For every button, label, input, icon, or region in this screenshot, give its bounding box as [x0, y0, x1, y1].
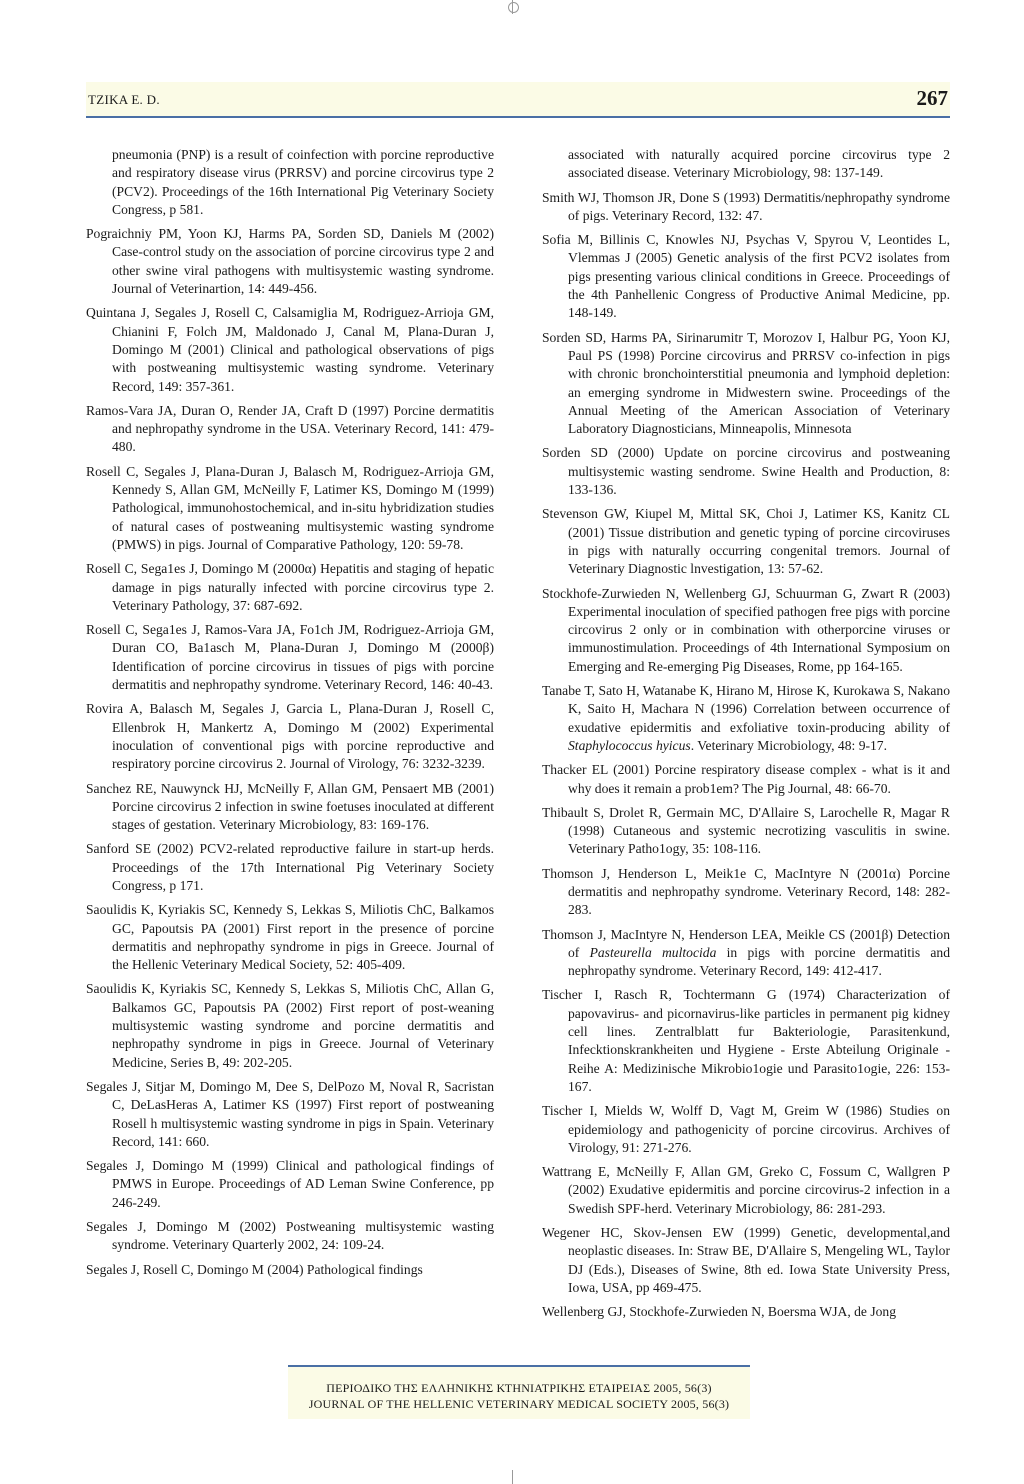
reference-entry: Tanabe T, Sato H, Watanabe K, Hirano M, Hirose K, Kurokawa S, Nakano K, Saito H, Machara N (1996) Correlation between occurrence of exudative epidermitis and exfoliative toxin-producing ability of Staphylococcus hyicus. Veterinary Microbiology, 48: 9-17. [542, 683, 950, 753]
reference-entry: Quintana J, Segales J, Rosell C, Calsamiglia M, Rodriguez-Arrioja GM, Chianini F, Folch JM, Maldonado J, Canal M, Plana-Duran J, Domingo M (2001) Clinical and pathological observations of pigs with postweaning multisystemic wasting syndrome. Veterinary Record, 149: 357-361. [86, 305, 494, 394]
reference-entry: Segales J, Domingo M (1999) Clinical and pathological findings of PMWS in Europe. Proceedings of AD Leman Swine Conference, pp 246-249. [86, 1158, 494, 1210]
reference-entry: pneumonia (PNP) is a result of coinfection with porcine reproductive and respiratory disease virus (PRRSV) and porcine circovirus type 2 (PCV2). Proceedings of the 16th International Pig Veterinary Society Congress, p 581. [112, 147, 494, 217]
reference-entry: Sorden SD (2000) Update on porcine circovirus and postweaning multisystemic wasting sendrome. Swine Health and Production, 8: 133-136. [542, 445, 950, 498]
registration-circle-icon [508, 2, 519, 13]
reference-entry: associated with naturally acquired porcine circovirus type 2 associated disease. Veterinary Microbiology, 98: 137-149. [568, 147, 950, 181]
reference-entry: Thibault S, Drolet R, Germain MC, D'Allaire S, Larochelle R, Magar R (1998) Cutaneous and systemic necrotizing vasculitis in swine. Veterinary Patho1ogy, 35: 108-116. [542, 804, 950, 857]
reference-entry: Thacker EL (2001) Porcine respiratory disease complex - what is it and why does it remain a prob1em? The Pig Journal, 48: 66-70. [542, 762, 950, 796]
journal-title-greek: ΠΕΡΙΟΔΙΚΟ ΤΗΣ ΕΛΛΗΝΙΚΗΣ ΚΤΗΝΙΑΤΡΙΚΗΣ ΕΤΑΙΡΕΙΑΣ 2005, 56(3) [326, 1381, 712, 1395]
reference-entry: Thomson J, Henderson L, Meik1e C, MacIntyre N (2001α) Porcine dermatitis and nephropathy syndrome. Veterinary Record, 148: 282-283. [542, 865, 950, 918]
reference-entry: Segales J, Domingo M (2002) Postweaning multisystemic wasting syndrome. Veterinary Quarterly 2002, 24: 109-24. [86, 1219, 494, 1253]
reference-entry: Wattrang E, McNeilly F, Allan GM, Greko C, Fossum C, Wallgren P (2002) Exudative epidermitis and porcine circovirus-2 infection in a Swedish SPF-herd. Veterinary Microbiology, 86: 281-293. [542, 1164, 950, 1216]
references-left-column [86, 146, 494, 1285]
reference-entry: Pograichniy PM, Yoon KJ, Harms PA, Sorden SD, Daniels M (2002) Case-control study on the association of porcine circovirus type 2 and other swine viral pathogens with multisystemic wasting syndrome. Journal of Veterinartion, 14: 449-456. [86, 226, 494, 297]
reference-entry: Stockhofe-Zurwieden N, Wellenberg GJ, Schuurman G, Zwart R (2003) Experimental inoculation of specified pathogen free pigs with porcine circovirus 2 only or in combination with otherporcine viruses or immunostimulation. Proceedings of 4th International Symposium on Emerging and Re-emerging Pig Diseases, Rome, pp 164-165. [542, 585, 950, 674]
references-right-column [542, 146, 950, 1328]
reference-entry: Sorden SD, Harms PA, Sirinarumitr T, Morozov I, Halbur PG, Yoon KJ, Paul PS (1998) Porcine circovirus and PRRSV co-infection in pigs with chronic bronchointerstitial pneumonia and lymphoid depletion: an emerging syndrome in Midwestern swine. Proceedings of the Annual Meeting of the American Association of Veterinary Laboratory Diagnosticians, Minneapolis, Minnesota [542, 329, 950, 437]
reference-entry: Thomson J, MacIntyre N, Henderson LEA, Meikle CS (2001β) Detection of Pasteurella multocida in pigs with porcine dermatitis and nephropathy syndrome. Veterinary Record, 149: 412-417. [542, 926, 951, 979]
reference-entry: Smith WJ, Thomson JR, Done S (1993) Dermatitis/nephropathy syndrome of pigs. Veterinary Record, 132: 47. [542, 189, 950, 223]
reference-entry: Segales J, Sitjar M, Domingo M, Dee S, DelPozo M, Noval R, Sacristan C, DeLasHeras A, Latimer KS (1997) First report of postweaning Rosell h multisystemic wasting syndrome in pigs in Spain. Veterinary Record, 141: 660. [86, 1078, 494, 1149]
reference-entry: Tischer I, Mields W, Wolff D, Vagt M, Greim W (1986) Studies on epidemiology and pathogenicity of porcine circovirus. Archives of Virology, 91: 271-276. [542, 1103, 950, 1155]
reference-entry: Segales J, Rosell C, Domingo M (2004) Pathological findings [86, 1261, 423, 1277]
reference-entry: Sanchez RE, Nauwynck HJ, McNeilly F, Allan GM, Pensaert MB (2001) Porcine circovirus 2 infection in swine foetuses inoculated at different stages of gestation. Veterinary Microbiology, 83: 169-176. [86, 780, 494, 833]
reference-entry: Sofia M, Billinis C, Knowles NJ, Psychas V, Spyrou V, Leontides L, Vlemmas J (2005) Genetic analysis of the first PCV2 isolates from pigs presenting various clinical conditions in Greece. Proceedings of the 4th Panhellenic Congress of Productive Animal Medicine, pp. 148-149. [542, 232, 950, 321]
reference-entry: Wellenberg GJ, Stockhofe-Zurwieden N, Boersma WJA, de Jong [542, 1304, 897, 1320]
page-number: 267 [916, 86, 948, 110]
reference-entry: Rosell C, Sega1es J, Ramos-Vara JA, Fo1ch JM, Rodriguez-Arrioja GM, Duran CO, Ba1asch M, Plana-Duran J, Domingo M (2000β) Identification of porcine circovirus in tissues of pigs with porcine dermatitis and nephropathy syndrome. Veterinary Record, 146: 40-43. [86, 622, 494, 693]
running-head: TZIKA E. D. [88, 92, 160, 107]
journal-title-english: JOURNAL OF THE HELLENIC VETERINARY MEDICAL SOCIETY 2005, 56(3) [308, 1397, 730, 1411]
reference-entry: Wegener HC, Skov-Jensen EW (1999) Genetic, developmental,and neoplastic diseases. In: Straw BE, D'Allaire S, Mengeling WL, Taylor DJ (Eds.), Diseases of Swine, 8th ed. Iowa State University Press, Iowa, USA, pp 469-475. [542, 1225, 950, 1295]
reference-entry: Rosell C, Segales J, Plana-Duran J, Balasch M, Rodriguez-Arrioja GM, Kennedy S, Allan GM, McNeilly F, Latimer KS, Domingo M (1999) Pathological, immunohostochemical, and in-situ hybridization studies of natural cases of postweaning multisystemic wasting syndrome (PMWS) in pigs. Journal of Comparative Pathology, 120: 59-78. [86, 463, 494, 552]
reference-entry: Rosell C, Sega1es J, Domingo M (2000α) Hepatitis and staging of hepatic damage in pigs naturally infected with porcine circovirus type 2. Veterinary Pathology, 37: 687-692. [86, 561, 494, 613]
reference-entry: Rovira A, Balasch M, Segales J, Garcia L, Plana-Duran J, Rosell C, Ellenbrok H, Mankertz A, Domingo M (2002) Experimental inoculation of conventional pigs with porcine reproductive and respiratory porcine circovirus 2. Journal of Virology, 76: 3232-3239. [86, 701, 494, 772]
reference-entry: Stevenson GW, Kiupel M, Mittal SK, Choi J, Latimer KS, Kanitz CL (2001) Tissue distribution and genetic typing of porcine circoviruses in pigs with naturally occurring congenital tremors. Journal of Veterinary Diagnostic lnvestigation, 13: 57-62. [542, 506, 950, 577]
reference-entry: Tischer I, Rasch R, Tochtermann G (1974) Characterization of papovavirus- and picornavirus-like particles in permanent pig kidney cell lines. Zentralblatt fur Bakteriologie, Parasitenkund, Infecktionskrankheiten und Hygiene - Erste Abteilung Originale -Reihe A: Medizinische Mikrobio1ogie und Parasito1ogie, 226: 153-167. [542, 987, 950, 1094]
header-rule [86, 116, 950, 118]
reference-entry: Saoulidis K, Kyriakis SC, Kennedy S, Lekkas S, Miliotis ChC, Balkamos GC, Papoutsis PA (2001) First report in the presence of porcine dermatitis and nephropathy syndrome in pigs in Greece. Journal of the Hellenic Veterinary Medical Society, 52: 405-409. [86, 902, 494, 973]
registration-mark-bottom [512, 1470, 513, 1484]
reference-entry: Sanford SE (2002) PCV2-related reproductive failure in start-up herds. Proceedings of the 17th International Pig Veterinary Society Congress, p 171. [86, 841, 494, 893]
reference-entry: Saoulidis K, Kyriakis SC, Kennedy S, Lekkas S, Miliotis ChC, Allan G, Balkamos GC, Papoutsis PA (2002) First report of post-weaning multisystemic wasting syndrome and porcine dermatitis and nephropathy syndrome in pigs in Greece. Journal of Veterinary Medicine, Series B, 49: 202-205. [86, 981, 494, 1070]
reference-entry: Ramos-Vara JA, Duran O, Render JA, Craft D (1997) Porcine dermatitis and nephropathy syndrome in the USA. Veterinary Record, 141: 479-480. [86, 402, 494, 455]
header-band [86, 82, 950, 116]
